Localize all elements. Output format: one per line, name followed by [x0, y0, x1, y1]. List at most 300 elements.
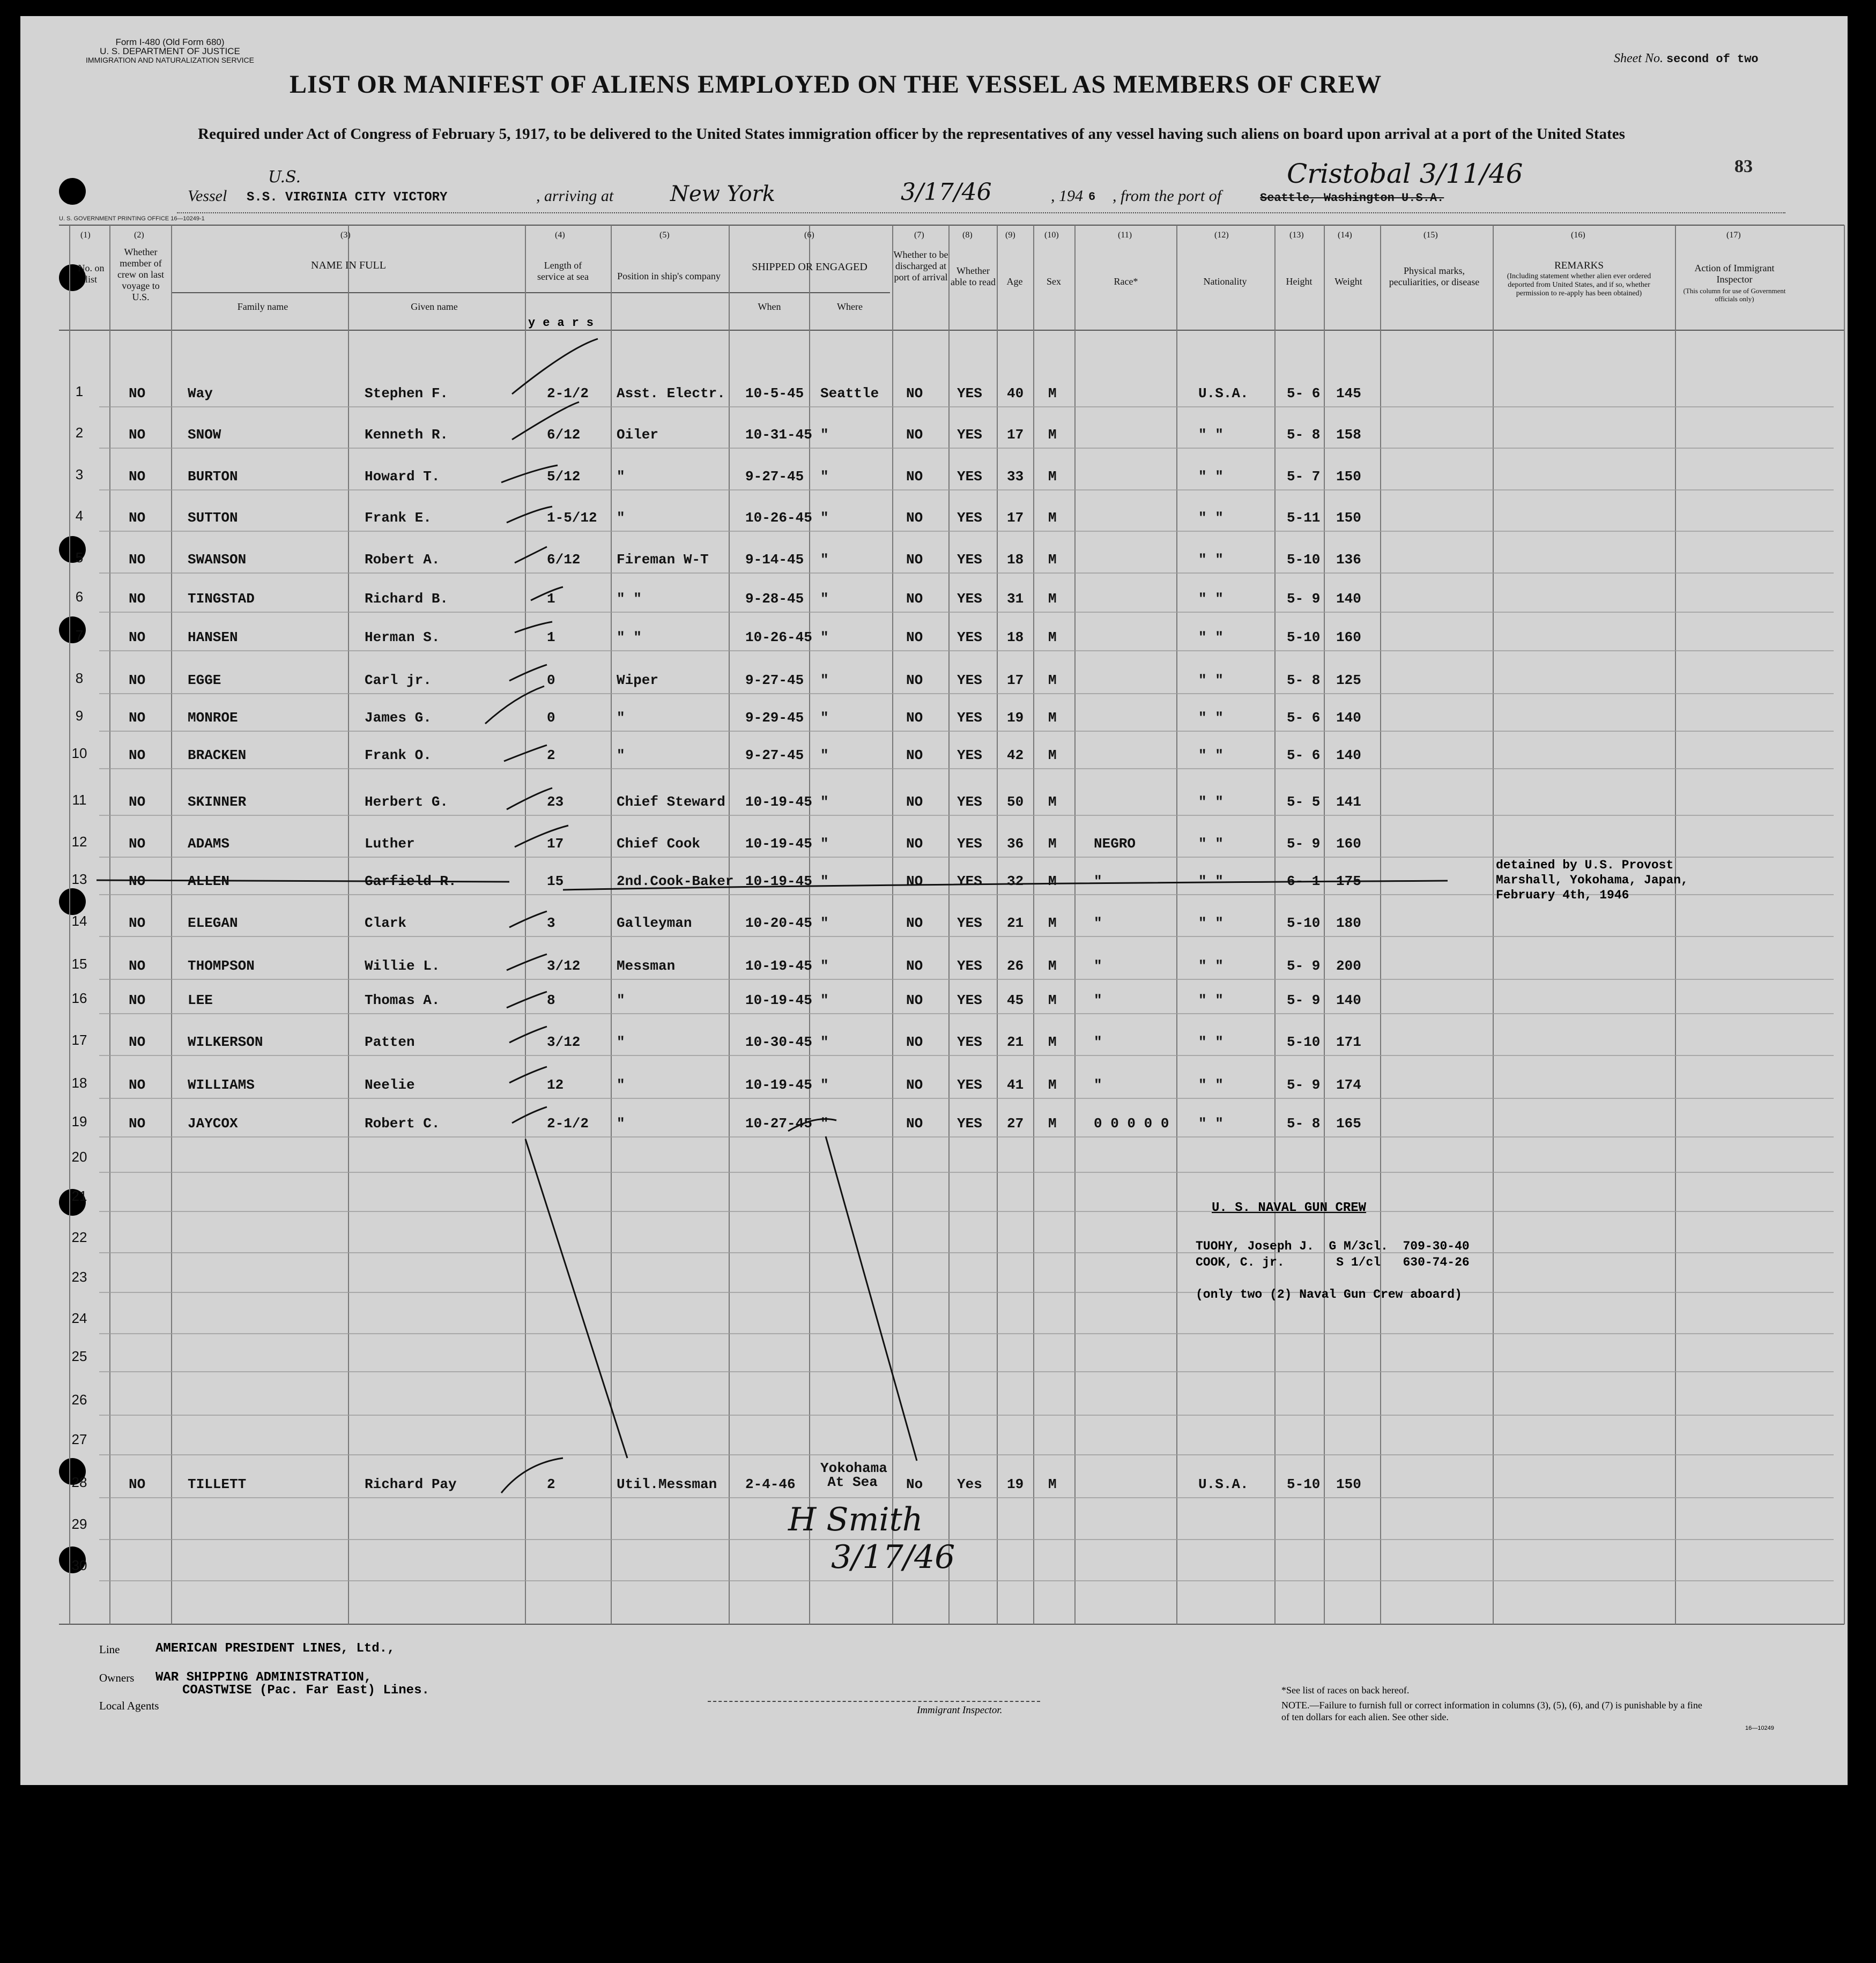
height: 5-10: [1287, 1034, 1321, 1050]
owners-value: WAR SHIPPING ADMINISTRATION,: [155, 1670, 372, 1685]
nationality: " ": [1198, 427, 1224, 443]
nationality: " ": [1198, 629, 1224, 645]
given-name: Garfield R.: [365, 873, 457, 889]
position: Oiler: [617, 427, 659, 443]
nationality: " ": [1198, 958, 1224, 974]
col-shipped-engaged: SHIPPED OR ENGAGED: [752, 261, 867, 273]
height: 5- 9: [1287, 1077, 1321, 1093]
sex: M: [1048, 747, 1057, 763]
given-name: Herbert G.: [365, 794, 449, 810]
row-number: 16: [71, 990, 87, 1006]
age: 18: [1007, 552, 1024, 568]
shipped-where: ": [820, 1116, 829, 1132]
race: 0 0 0 0 0: [1094, 1116, 1169, 1132]
service-length: 3: [547, 915, 555, 931]
row-number: 26: [71, 1392, 87, 1408]
col-physical-marks: Physical marks, peculiarities, or disease: [1389, 265, 1480, 287]
able-to-read: YES: [957, 1116, 982, 1132]
arrival-port: New York: [670, 182, 775, 206]
col-family-name: Family name: [237, 301, 288, 312]
row-number: 23: [71, 1269, 87, 1285]
age: 17: [1007, 427, 1024, 443]
discharge: NO: [906, 992, 923, 1008]
line-label: Line: [99, 1643, 120, 1656]
able-to-read: YES: [957, 629, 982, 645]
weight: 165: [1336, 1116, 1361, 1132]
given-name: Richard Pay: [365, 1476, 457, 1492]
weight: 145: [1336, 385, 1361, 401]
weight: 160: [1336, 836, 1361, 852]
discharge: NO: [906, 747, 923, 763]
row-number: 11: [72, 792, 87, 808]
shipped-when: 9-28-45: [745, 591, 804, 607]
height: 5- 9: [1287, 958, 1321, 974]
weight: 140: [1336, 992, 1361, 1008]
age: 21: [1007, 1034, 1024, 1050]
able-to-read: YES: [957, 958, 982, 974]
weight: 150: [1336, 510, 1361, 526]
given-name: James G.: [365, 710, 432, 726]
shipped-where: ": [820, 469, 829, 485]
shipped-when: 10-19-45: [745, 1077, 812, 1093]
nationality: " ": [1198, 1116, 1224, 1132]
col-length-of-service: Length of service at sea: [537, 260, 589, 282]
nationality: " ": [1198, 794, 1224, 810]
shipped-when: 10-26-45: [745, 510, 812, 526]
shipped-where: ": [820, 510, 829, 526]
service-length: 2: [547, 747, 555, 763]
nationality: " ": [1198, 710, 1224, 726]
gun-crew-note: (only two (2) Naval Gun Crew aboard): [1196, 1288, 1462, 1302]
col-no-on-list: No. on list: [78, 263, 105, 285]
position: Asst. Electr.: [617, 385, 725, 401]
col-name-in-full: NAME IN FULL: [311, 259, 386, 271]
able-to-read: YES: [957, 385, 982, 401]
crew-last-voyage: NO: [129, 836, 146, 852]
inspector-label: Immigrant Inspector.: [917, 1705, 1003, 1716]
sex: M: [1048, 385, 1057, 401]
col-crew-last-voyage: Whether member of crew on last voyage to U.S.: [117, 247, 164, 302]
sex: M: [1048, 915, 1057, 931]
service-length: 3/12: [547, 1034, 581, 1050]
sex: M: [1048, 1034, 1057, 1050]
shipped-when: 10-26-45: [745, 629, 812, 645]
height: 5-11: [1287, 510, 1321, 526]
age: 45: [1007, 992, 1024, 1008]
crew-last-voyage: NO: [129, 469, 146, 485]
able-to-read: YES: [957, 591, 982, 607]
able-to-read: YES: [957, 427, 982, 443]
shipped-when: 9-27-45: [745, 672, 804, 688]
shipped-where: ": [820, 958, 829, 974]
nationality: " ": [1198, 552, 1224, 568]
position: Util.Messman: [617, 1476, 717, 1492]
service-length: 1: [547, 591, 555, 607]
discharge: NO: [906, 510, 923, 526]
age: 19: [1007, 1476, 1024, 1492]
col-able-to-read: Whether able to read: [951, 265, 996, 287]
row-number: 15: [71, 956, 87, 972]
row-number: 13: [71, 871, 87, 887]
row-number: 28: [71, 1474, 87, 1490]
sex: M: [1048, 629, 1057, 645]
able-to-read: Yes: [957, 1476, 982, 1492]
crew-last-voyage: NO: [129, 992, 146, 1008]
able-to-read: YES: [957, 873, 982, 889]
requirement-text: Required under Act of Congress of February 5, 1917, to be delivered to the United States immigration officer by the representatives of any vessel having such aliens on board upon arrival at a port of the United States: [198, 125, 1625, 143]
able-to-read: YES: [957, 672, 982, 688]
age: 18: [1007, 629, 1024, 645]
service-length: 15: [547, 873, 564, 889]
sex: M: [1048, 427, 1057, 443]
sex: M: [1048, 992, 1057, 1008]
discharge: NO: [906, 469, 923, 485]
given-name: Frank O.: [365, 747, 432, 763]
discharge: NO: [906, 1116, 923, 1132]
vessel-underline: [177, 212, 1785, 213]
nationality: " ": [1198, 469, 1224, 485]
family-name: EGGE: [188, 672, 221, 688]
family-name: ALLEN: [188, 873, 230, 889]
weight: 171: [1336, 1034, 1361, 1050]
service-length: 17: [547, 836, 564, 852]
service-length: 1-5/12: [547, 510, 597, 526]
crew-last-voyage: NO: [129, 672, 146, 688]
position: ": [617, 469, 625, 485]
height: 5-10: [1287, 552, 1321, 568]
position: ": [617, 992, 625, 1008]
nationality: " ": [1198, 836, 1224, 852]
row-number: 8: [75, 670, 84, 686]
position: ": [617, 510, 625, 526]
row-number: 7: [75, 627, 84, 643]
row-number: 20: [71, 1149, 87, 1165]
discharge: NO: [906, 427, 923, 443]
nationality: " ": [1198, 873, 1224, 889]
col-inspector-action: Action of Immigrant Inspector: [1694, 263, 1775, 285]
age: 33: [1007, 469, 1024, 485]
nationality: U.S.A.: [1198, 1476, 1249, 1492]
row-number: 21: [71, 1188, 87, 1204]
given-name: Willie L.: [365, 958, 440, 974]
family-name: MONROE: [188, 710, 238, 726]
age: 17: [1007, 510, 1024, 526]
row-number: 2: [75, 425, 84, 441]
position: ": [617, 747, 625, 763]
position: Wiper: [617, 672, 659, 688]
race: ": [1094, 992, 1102, 1008]
shipped-when: 10-19-45: [745, 958, 812, 974]
row-number: 30: [71, 1557, 87, 1573]
given-name: Robert C.: [365, 1116, 440, 1132]
family-name: TILLETT: [188, 1476, 247, 1492]
weight: 160: [1336, 629, 1361, 645]
local-agents-label: Local Agents: [99, 1699, 159, 1712]
vessel-line: Vessel U.S. S.S. VIRGINIA CITY VICTORY , arriving at New York 3/17/46 , 194 6 , from the port of Seattle, Washington U.S.A. Cristobal 3/11/46: [188, 158, 1523, 206]
height: 5-10: [1287, 1476, 1321, 1492]
position: Chief Cook: [617, 836, 701, 852]
row-number: 3: [75, 466, 84, 482]
age: 41: [1007, 1077, 1024, 1093]
shipped-when: 10-19-45: [745, 836, 812, 852]
row-number: 22: [71, 1229, 87, 1245]
age: 50: [1007, 794, 1024, 810]
discharge: NO: [906, 672, 923, 688]
height: 5- 8: [1287, 672, 1321, 688]
given-name: Howard T.: [365, 469, 440, 485]
height: 6- 1: [1287, 873, 1321, 889]
race: ": [1094, 915, 1102, 931]
family-name: JAYCOX: [188, 1116, 238, 1132]
given-name: Clark: [365, 915, 407, 931]
from-port-typed: Seattle, Washington U.S.A.: [1260, 191, 1444, 205]
weight: 180: [1336, 915, 1361, 931]
row-number: 14: [71, 913, 87, 929]
crew-last-voyage: NO: [129, 427, 146, 443]
row-number: 1: [75, 383, 84, 399]
nationality: U.S.A.: [1198, 385, 1249, 401]
col-position: Position in ship's company: [617, 271, 721, 281]
position: 2nd.Cook-Baker: [617, 873, 734, 889]
col-sex: Sex: [1047, 276, 1061, 287]
weight: 175: [1336, 873, 1361, 889]
vessel-prefix-handwritten: U.S.: [268, 168, 301, 187]
col-age: Age: [1006, 276, 1023, 287]
service-length: 6/12: [547, 552, 581, 568]
service-length: 2: [547, 1476, 555, 1492]
service-length: 2-1/2: [547, 1116, 589, 1132]
family-name: ELEGAN: [188, 915, 238, 931]
family-name: HANSEN: [188, 629, 238, 645]
given-name: Kenneth R.: [365, 427, 449, 443]
sex: M: [1048, 591, 1057, 607]
family-name: SWANSON: [188, 552, 247, 568]
sex: M: [1048, 1077, 1057, 1093]
signature-date: 3/17/46: [831, 1538, 955, 1576]
weight: 150: [1336, 1476, 1361, 1492]
discharge: NO: [906, 836, 923, 852]
sex: M: [1048, 836, 1057, 852]
given-name: Stephen F.: [365, 385, 449, 401]
given-name: Frank E.: [365, 510, 432, 526]
family-name: SKINNER: [188, 794, 247, 810]
discharge: NO: [906, 1034, 923, 1050]
able-to-read: YES: [957, 794, 982, 810]
given-name: Neelie: [365, 1077, 415, 1093]
shipped-when: 10-27-45: [745, 1116, 812, 1132]
owners-label: Owners: [99, 1671, 135, 1684]
crew-last-voyage: NO: [129, 873, 146, 889]
service-length: 0: [547, 710, 555, 726]
given-name: Patten: [365, 1034, 415, 1050]
age: 36: [1007, 836, 1024, 852]
family-name: BURTON: [188, 469, 238, 485]
gun-crew-member: COOK, C. jr. S 1/cl 630-74-26: [1196, 1255, 1470, 1269]
able-to-read: YES: [957, 992, 982, 1008]
age: 40: [1007, 385, 1024, 401]
nationality: " ": [1198, 510, 1224, 526]
shipped-when: 10-5-45: [745, 385, 804, 401]
shipped-when: 9-27-45: [745, 747, 804, 763]
crew-last-voyage: NO: [129, 747, 146, 763]
service-length: 2-1/2: [547, 385, 589, 401]
shipped-where: ": [820, 427, 829, 443]
row-number: 12: [71, 834, 87, 850]
remark-detained: detained by U.S. Provost Marshall, Yokohama, Japan, February 4th, 1946: [1496, 858, 1688, 902]
arrival-date: 3/17/46: [901, 179, 992, 206]
col-given-name: Given name: [411, 301, 458, 312]
race: ": [1094, 958, 1102, 974]
weight: 140: [1336, 747, 1361, 763]
penalty-note: NOTE.—Failure to furnish full or correct information in columns (3), (5), (6), and (7) is punishable by a fine of ten dollars for each alien. See other side.: [1281, 1700, 1702, 1722]
col-remarks: REMARKS: [1554, 260, 1604, 271]
position: ": [617, 1116, 625, 1132]
nationality: " ": [1198, 591, 1224, 607]
shipped-where: ": [820, 1077, 829, 1093]
nationality: " ": [1198, 1034, 1224, 1050]
row-number: 27: [71, 1431, 87, 1447]
row-number: 4: [75, 508, 84, 524]
row-number: 18: [71, 1075, 87, 1091]
shipped-where: ": [820, 915, 829, 931]
position: Messman: [617, 958, 676, 974]
height: 5- 6: [1287, 710, 1321, 726]
line-value: AMERICAN PRESIDENT LINES, Ltd.,: [155, 1641, 395, 1656]
given-name: Luther: [365, 836, 415, 852]
shipped-when: 2-4-46: [745, 1476, 796, 1492]
race: ": [1094, 873, 1102, 889]
weight: 150: [1336, 469, 1361, 485]
form-number: Form I-480 (Old Form 680): [115, 37, 225, 47]
shipped-where: ": [820, 629, 829, 645]
position: " ": [617, 629, 642, 645]
shipped-where: ": [820, 747, 829, 763]
shipped-where: Yokohama At Sea: [820, 1460, 887, 1490]
height: 5- 6: [1287, 747, 1321, 763]
able-to-read: YES: [957, 710, 982, 726]
shipped-when: 9-27-45: [745, 469, 804, 485]
crew-last-voyage: NO: [129, 1116, 146, 1132]
crew-last-voyage: NO: [129, 552, 146, 568]
given-name: Thomas A.: [365, 992, 440, 1008]
sex: M: [1048, 510, 1057, 526]
position: Fireman W-T: [617, 552, 709, 568]
position: " ": [617, 591, 642, 607]
service-length: 23: [547, 794, 564, 810]
race: ": [1094, 1034, 1102, 1050]
position: ": [617, 710, 625, 726]
position: ": [617, 1077, 625, 1093]
discharge: NO: [906, 915, 923, 931]
crew-last-voyage: NO: [129, 629, 146, 645]
printing-office: U. S. GOVERNMENT PRINTING OFFICE 16—10249-1: [59, 215, 205, 222]
crew-last-voyage: NO: [129, 1476, 146, 1492]
able-to-read: YES: [957, 552, 982, 568]
discharge: NO: [906, 958, 923, 974]
gun-crew-member: TUOHY, Joseph J. G M/3cl. 709-30-40: [1196, 1239, 1470, 1253]
position: ": [617, 1034, 625, 1050]
discharge: NO: [906, 710, 923, 726]
family-name: Way: [188, 385, 213, 401]
sheet-value: second of two: [1666, 53, 1759, 66]
crew-last-voyage: NO: [129, 710, 146, 726]
able-to-read: YES: [957, 469, 982, 485]
nationality: " ": [1198, 992, 1224, 1008]
shipped-where: ": [820, 710, 829, 726]
height: 5- 9: [1287, 836, 1321, 852]
able-to-read: YES: [957, 510, 982, 526]
weight: 140: [1336, 591, 1361, 607]
sheet-number: Sheet No. second of two: [1614, 51, 1759, 66]
service-length: 12: [547, 1077, 564, 1093]
height: 5- 9: [1287, 591, 1321, 607]
height: 5- 6: [1287, 385, 1321, 401]
weight: 141: [1336, 794, 1361, 810]
weight: 158: [1336, 427, 1361, 443]
col-weight: Weight: [1334, 276, 1362, 287]
race: NEGRO: [1094, 836, 1136, 852]
crew-last-voyage: NO: [129, 510, 146, 526]
inspector-signature: H Smith: [788, 1501, 923, 1538]
weight: 140: [1336, 710, 1361, 726]
crew-last-voyage: NO: [129, 591, 146, 607]
owners-value-2: COASTWISE (Pac. Far East) Lines.: [182, 1683, 429, 1698]
age: 27: [1007, 1116, 1024, 1132]
service-length: 6/12: [547, 427, 581, 443]
sex: M: [1048, 873, 1057, 889]
discharge: NO: [906, 873, 923, 889]
sex: M: [1048, 672, 1057, 688]
shipped-when: 10-31-45: [745, 427, 812, 443]
sex: M: [1048, 469, 1057, 485]
department-name: U. S. DEPARTMENT OF JUSTICE: [100, 46, 240, 56]
form-code: 16—10249: [1745, 1725, 1774, 1731]
row-number: 25: [71, 1348, 87, 1364]
col-when: When: [758, 301, 781, 312]
crew-last-voyage: NO: [129, 385, 146, 401]
service-length: 5/12: [547, 469, 581, 485]
service-length: 0: [547, 672, 555, 688]
sex: M: [1048, 552, 1057, 568]
col-race: Race*: [1114, 276, 1138, 287]
page-number: 83: [1734, 157, 1753, 176]
nationality: " ": [1198, 747, 1224, 763]
row-number: 17: [71, 1032, 87, 1048]
col-discharge: Whether to be discharged at port of arrival: [893, 249, 948, 282]
discharge: NO: [906, 1077, 923, 1093]
family-name: SUTTON: [188, 510, 238, 526]
gun-crew-title: U. S. NAVAL GUN CREW: [1212, 1201, 1367, 1215]
height: 5- 5: [1287, 794, 1321, 810]
col-service-unit: years: [528, 316, 602, 330]
able-to-read: YES: [957, 1077, 982, 1093]
inspector-line: [708, 1701, 1040, 1702]
height: 5- 9: [1287, 992, 1321, 1008]
discharge: NO: [906, 552, 923, 568]
discharge: NO: [906, 591, 923, 607]
sex: M: [1048, 1476, 1057, 1492]
row-number: 6: [75, 589, 84, 605]
sex: M: [1048, 1116, 1057, 1132]
family-name: ADAMS: [188, 836, 230, 852]
height: 5- 8: [1287, 427, 1321, 443]
row-number: 29: [71, 1516, 87, 1532]
shipped-where: ": [820, 591, 829, 607]
row-number: 5: [75, 549, 84, 566]
age: 17: [1007, 672, 1024, 688]
discharge: No: [906, 1476, 923, 1492]
age: 26: [1007, 958, 1024, 974]
